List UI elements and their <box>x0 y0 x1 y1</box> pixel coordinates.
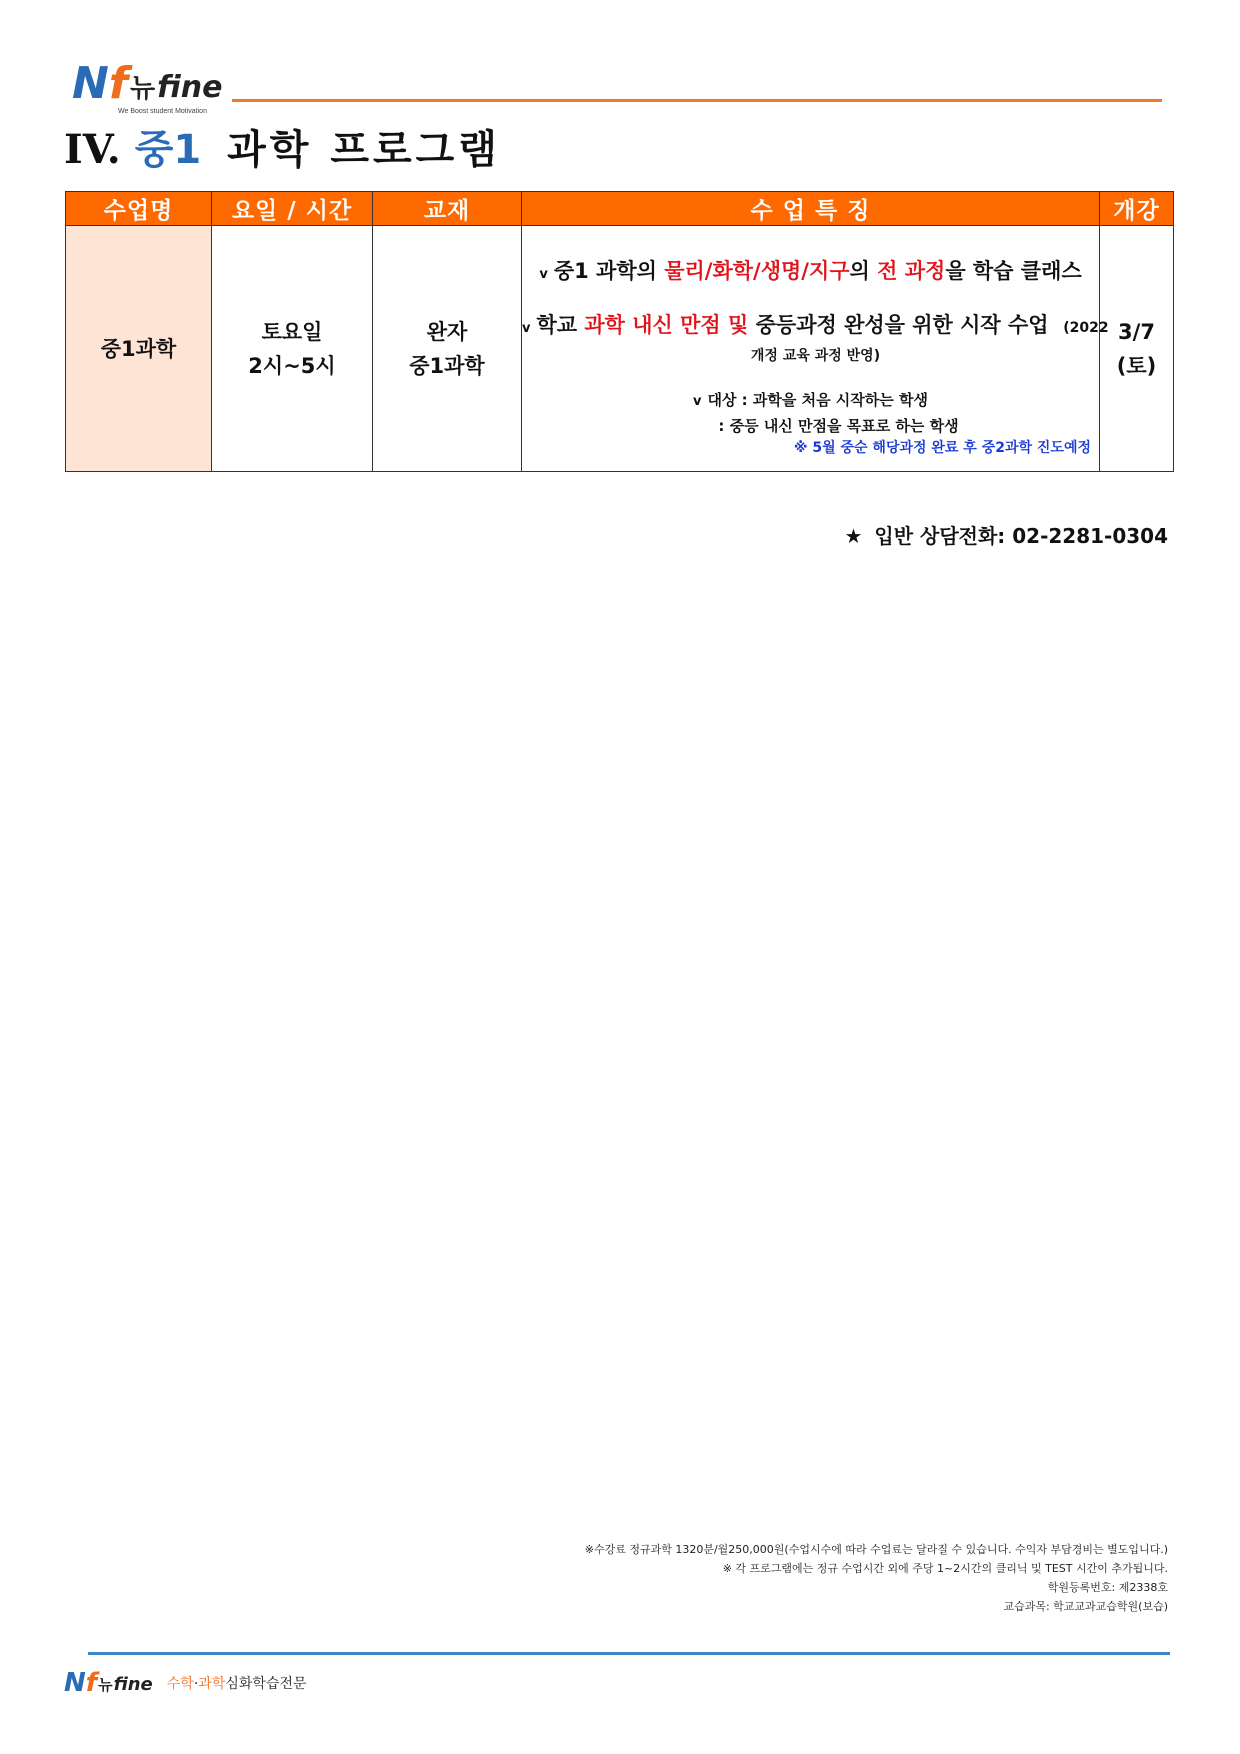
textbook-subtitle: 중1과학 <box>409 353 485 378</box>
feature-item-continued: 개정 교육 과정 반영) <box>750 348 881 364</box>
logo-name-en: fine <box>113 1674 153 1695</box>
feature-item-continued: : 중등 내신 만점을 목표로 하는 학생 <box>718 417 959 435</box>
schedule-note: ※ 5월 중순 해당과정 완료 후 중2과학 진도예정 <box>793 440 1091 456</box>
header-textbook: 교재 <box>373 192 522 226</box>
table-row <box>66 226 1174 472</box>
logo-name-en: fine <box>157 70 223 105</box>
logo-tagline: We Boost student Motivation <box>118 108 207 115</box>
feature-item: v 대상 : 과학을 처음 시작하는 학생 <box>693 391 928 409</box>
title-grade: 중1 <box>134 127 202 173</box>
features-cell <box>522 226 1109 472</box>
footnote-clinic: ※ 각 프로그램에는 정규 수업시간 외에 주당 1~2시간의 클리닉 및 TEST 시간이 추가됩니다. <box>722 1562 1168 1575</box>
footer-divider <box>88 1652 1170 1655</box>
class-name: 중1과학 <box>100 336 177 361</box>
day-time-cell <box>212 226 373 472</box>
program-table <box>65 191 1174 472</box>
class-name-cell <box>66 226 212 472</box>
footnote-fee: ※수강료 정규과학 1320분/월250,000원(수업시수에 따라 수업료는 달라질 수 있습니다. 수익자 부담경비는 별도입니다.) <box>584 1543 1168 1556</box>
logo-name-kr: 뉴 <box>129 74 156 104</box>
class-day: 토요일 <box>261 319 323 344</box>
start-date: 3/7 <box>1118 319 1155 344</box>
feature-item: v 학교 과학 내신 만점 및 중등과정 완성을 위한 시작 수업 (2022 <box>522 313 1109 337</box>
textbook-title: 완자 <box>426 319 468 344</box>
logo-name-kr: 뉴 <box>98 1676 113 1694</box>
footer-logo <box>64 1670 307 1696</box>
brand-logo <box>72 58 223 115</box>
footnotes <box>585 1540 1168 1616</box>
title-text: 과학 프로그램 <box>227 127 501 173</box>
page-title <box>64 118 501 175</box>
contact-phone <box>844 520 1168 549</box>
contact-label: 입반 상담전화: 02-2281-0304 <box>874 524 1168 548</box>
start-date-cell <box>1100 226 1174 472</box>
header-start: 개강 <box>1100 192 1174 226</box>
logo-mark: Nf <box>64 1668 98 1698</box>
title-section-number: IV. <box>64 126 121 173</box>
header-day-time: 요일 / 시간 <box>212 192 373 226</box>
class-time: 2시~5시 <box>248 353 336 378</box>
check-icon: v <box>693 394 702 409</box>
header-class-name: 수업명 <box>66 192 212 226</box>
check-icon: v <box>539 267 548 282</box>
footnote-registration: 학원등록번호: 제2338호 <box>1047 1581 1168 1594</box>
header-divider <box>232 99 1162 102</box>
star-icon: ★ <box>844 524 863 548</box>
check-icon: v <box>522 321 531 336</box>
textbook-cell <box>373 226 522 472</box>
table-header-row <box>66 192 1174 226</box>
footnote-subject: 교습과목: 학교교과교습학원(보습) <box>1003 1600 1168 1613</box>
feature-item: v 중1 과학의 물리/화학/생명/지구의 전 과정을 학습 클래스 <box>539 259 1082 283</box>
start-weekday: (토) <box>1116 353 1157 378</box>
logo-mark: Nf <box>72 58 128 109</box>
header-features: 수 업 특 징 <box>522 192 1100 226</box>
footer-tagline: 수학·과학심화학습전문 <box>166 1676 307 1692</box>
